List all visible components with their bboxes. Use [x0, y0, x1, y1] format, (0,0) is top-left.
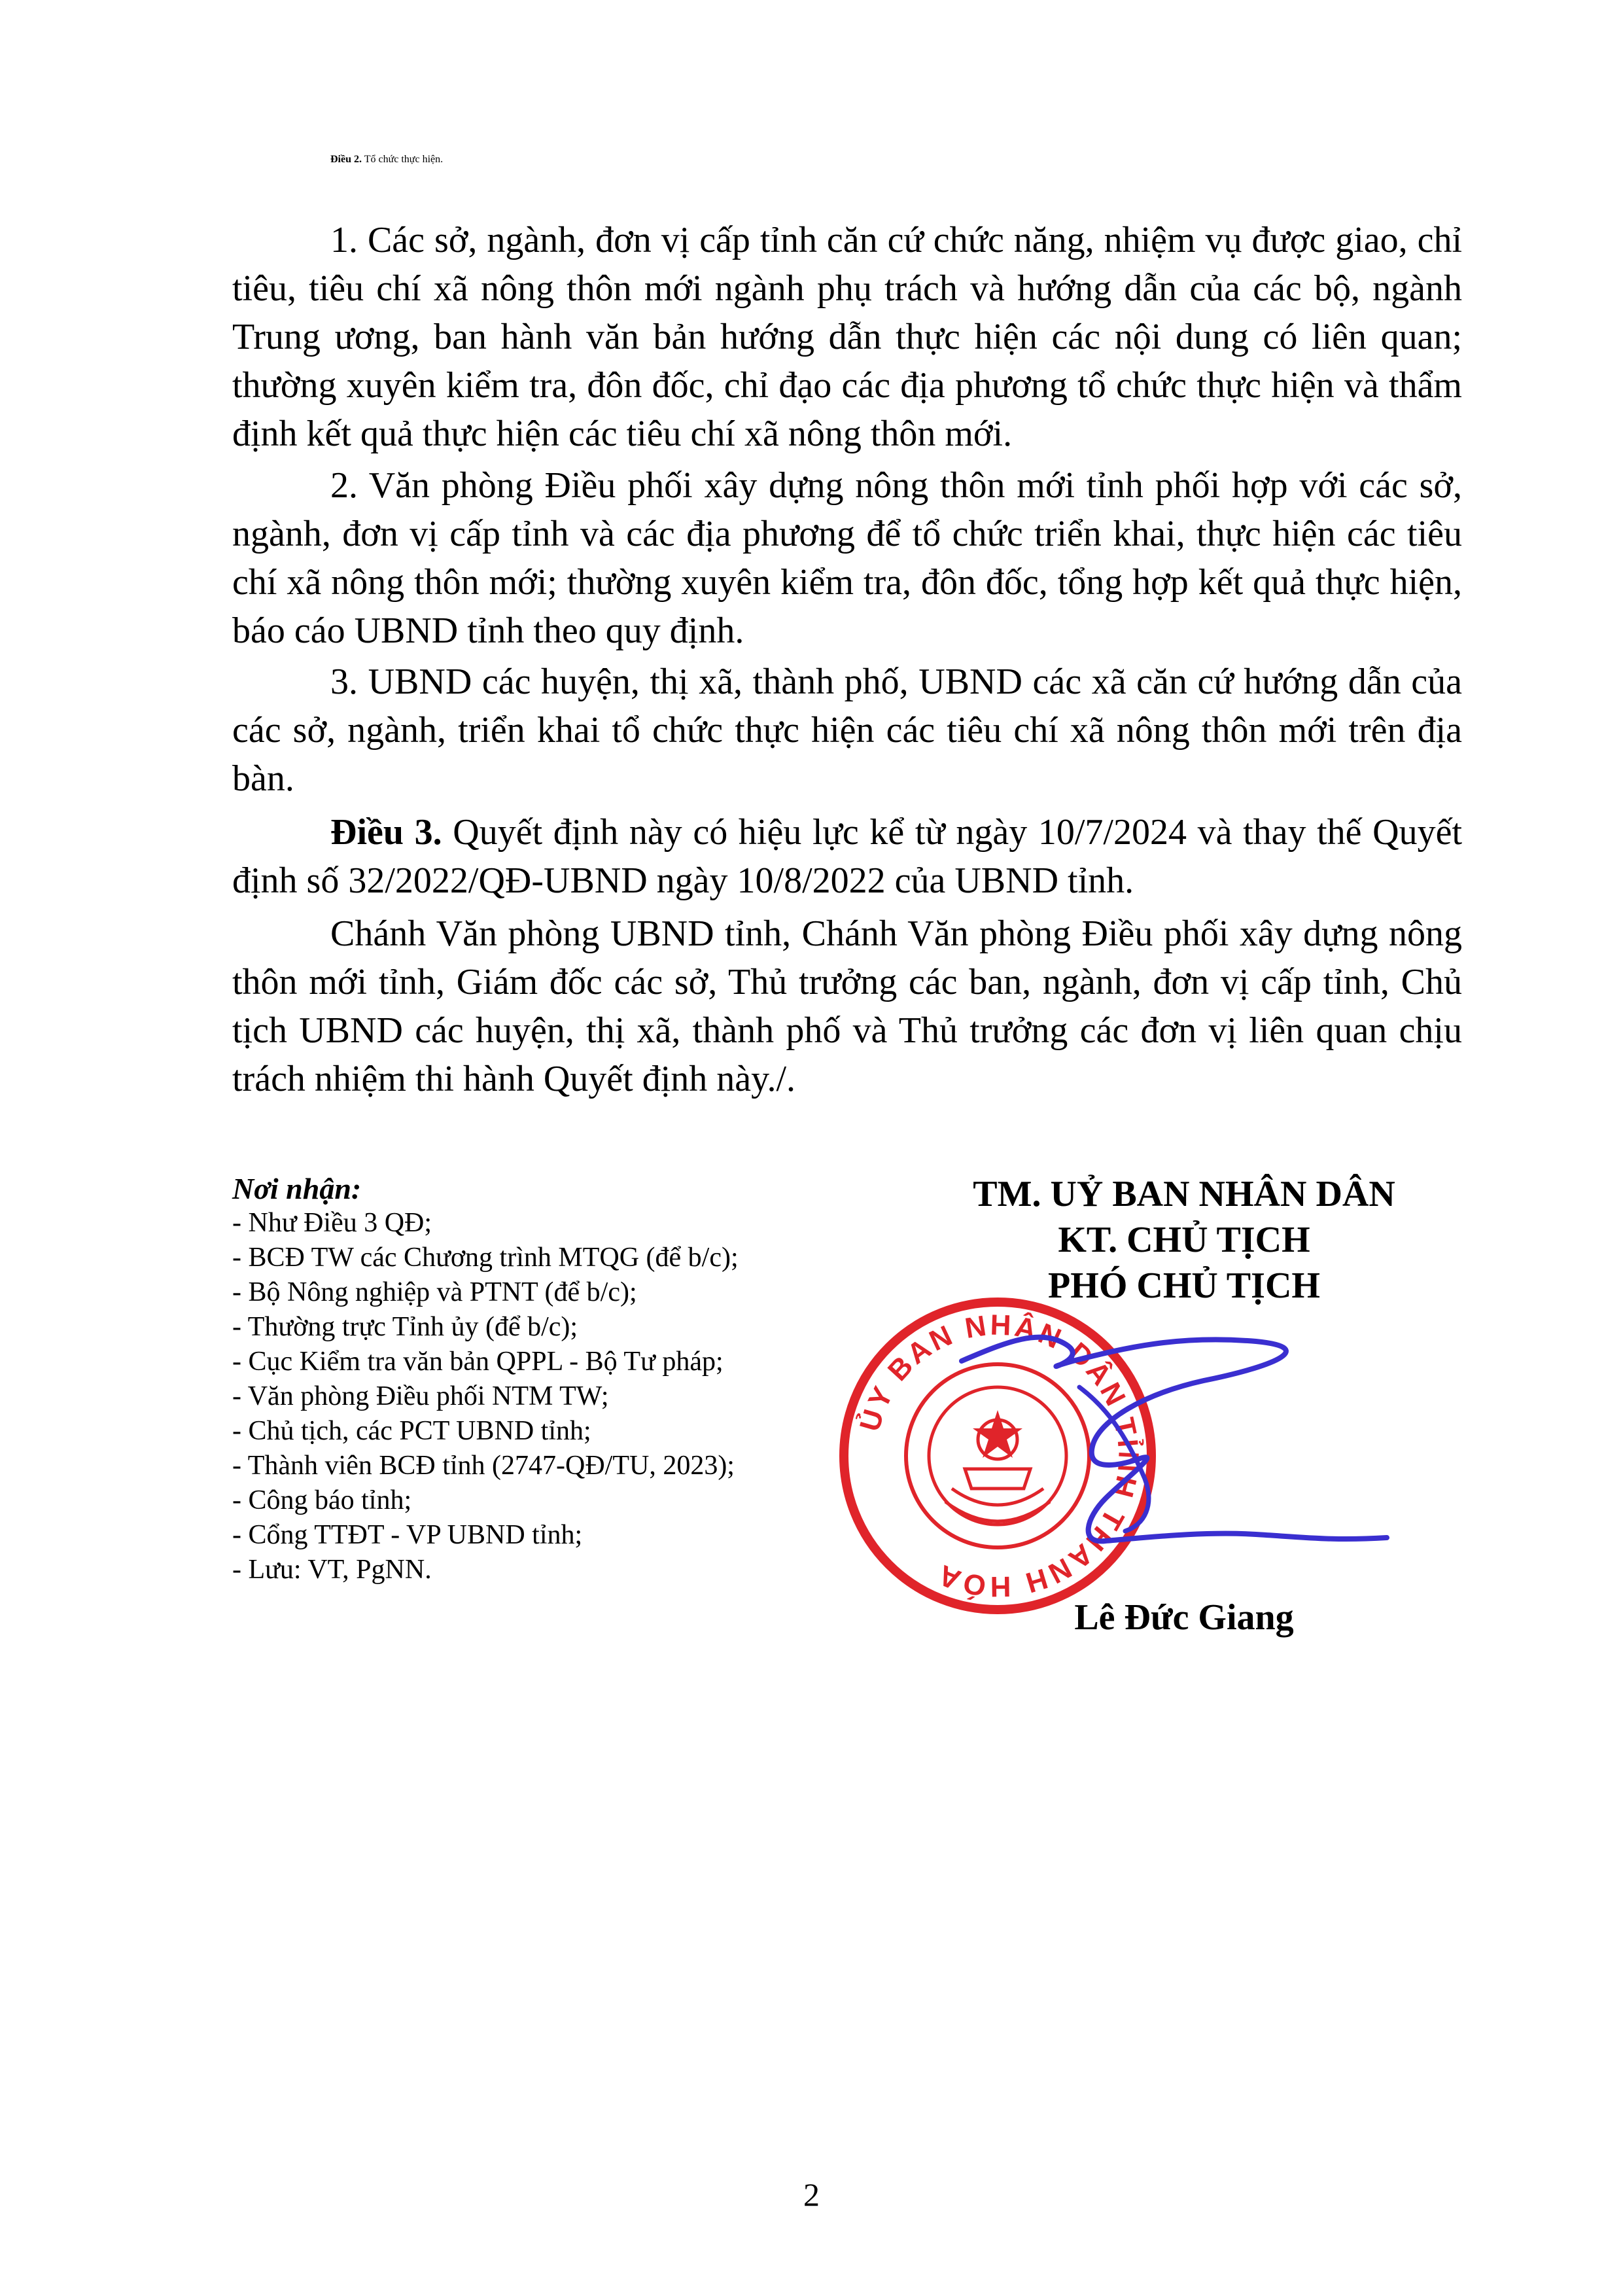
recipients-block — [232, 1171, 886, 1587]
signature-block — [903, 1171, 1465, 1309]
article-2-label: Điều 2. — [330, 154, 362, 165]
recipient-item: - Như Điều 3 QĐ; — [232, 1208, 432, 1238]
recipient-item: - Thành viên BCĐ tỉnh (2747-QĐ/TU, 2023); — [232, 1451, 735, 1481]
recipient-item: - Công báo tỉnh; — [232, 1485, 412, 1515]
page-number: 2 — [803, 2176, 820, 2213]
recipients-title: Nơi nhận: — [232, 1172, 362, 1205]
signer-name: Lê Đức Giang — [1074, 1597, 1294, 1638]
recipient-item: - Chủ tịch, các PCT UBND tỉnh; — [232, 1416, 591, 1446]
handwritten-signature-icon — [929, 1315, 1452, 1590]
article-2-title: Tổ chức thực hiện. — [362, 154, 444, 165]
closing-paragraph: Chánh Văn phòng UBND tỉnh, Chánh Văn phòng Điều phối xây dựng nông thôn mới tỉnh, Giám đốc các sở, Thủ trưởng các ban, ngành, đơn vị cấp tỉnh, Chủ tịch UBND các huyện, thị xã, thành phố và Thủ trưởng các đơn vị liên quan chịu trách nhiệm thi hành Quyết định này./. — [232, 913, 1462, 1099]
recipient-item: - Lưu: VT, PgNN. — [232, 1555, 432, 1585]
signature-line-2: KT. CHỦ TỊCH — [1058, 1220, 1310, 1260]
article-3-text: Quyết định này có hiệu lực kể từ ngày 10/7/2024 và thay thế Quyết định số 32/2022/QĐ-UBND ngày 10/8/2022 của UBND tỉnh. — [232, 812, 1463, 901]
recipient-item: - BCĐ TW các Chương trình MTQG (để b/c); — [232, 1243, 739, 1273]
signature-line-1: TM. UỶ BAN NHÂN DÂN — [973, 1174, 1395, 1214]
article-2-item-2: 2. Văn phòng Điều phối xây dựng nông thôn mới tỉnh phối hợp với các sở, ngành, đơn vị cấp tỉnh và các địa phương để tổ chức triển khai, thực hiện các tiêu chí xã nông thôn mới; thường xuyên kiểm tra, đôn đốc, tổng hợp kết quả thực hiện, báo cáo UBND tỉnh theo quy định. — [232, 465, 1462, 651]
article-3 — [232, 808, 1462, 905]
article-2-item-1: 1. Các sở, ngành, đơn vị cấp tỉnh căn cứ chức năng, nhiệm vụ được giao, chỉ tiêu, tiêu chí xã nông thôn mới ngành phụ trách và hướng dẫn của các bộ, ngành Trung ương, ban hành văn bản hướng dẫn thực hiện các nội dung có liên quan; thường xuyên kiểm tra, đôn đốc, chỉ đạo các địa phương tổ chức thực hiện và thẩm định kết quả thực hiện các tiêu chí xã nông thôn mới. — [232, 220, 1462, 454]
recipient-item: - Thường trực Tỉnh ủy (để b/c); — [232, 1312, 578, 1342]
article-3-label: Điều 3. — [330, 812, 442, 853]
article-2-heading — [232, 154, 1462, 166]
recipient-item: - Cục Kiểm tra văn bản QPPL - Bộ Tư pháp; — [232, 1347, 724, 1377]
seal-text: ỦY BAN NHÂN DÂN TỈNH THANH HÓA — [854, 1309, 1145, 1603]
signature-line-3: PHÓ CHỦ TỊCH — [1048, 1265, 1320, 1306]
recipient-item: - Văn phòng Điều phối NTM TW; — [232, 1381, 609, 1411]
article-2-item-3: 3. UBND các huyện, thị xã, thành phố, UBND các xã căn cứ hướng dẫn của các sở, ngành, triển khai tổ chức thực hiện các tiêu chí xã nông thôn mới trên địa bàn. — [232, 662, 1462, 799]
recipient-item: - Cổng TTĐT - VP UBND tỉnh; — [232, 1520, 583, 1550]
recipient-item: - Bộ Nông nghiệp và PTNT (để b/c); — [232, 1277, 637, 1307]
